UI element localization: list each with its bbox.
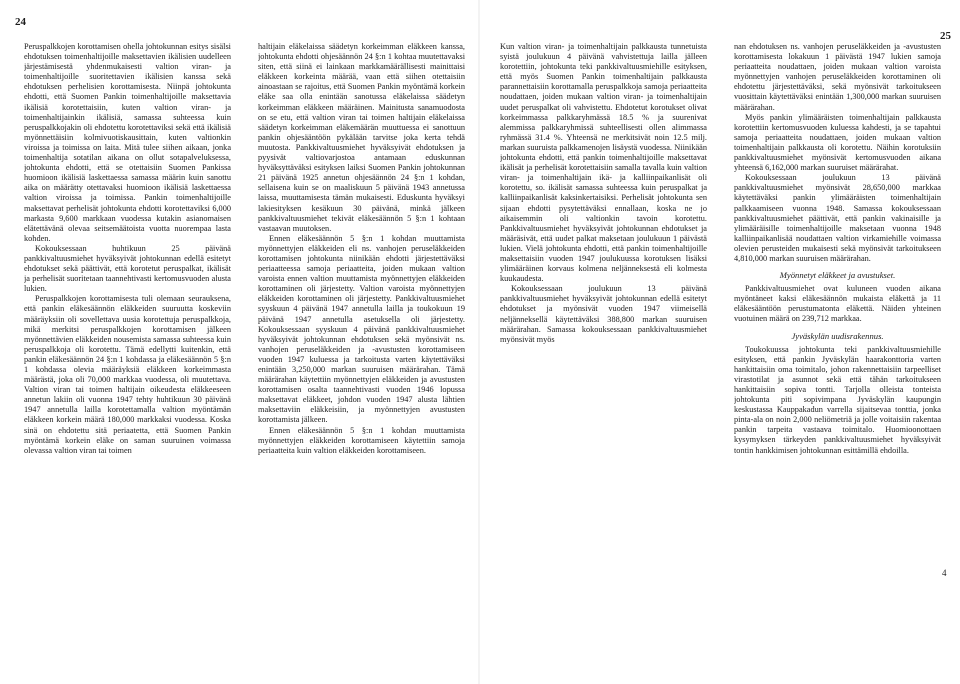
paragraph: Ennen eläkesäännön 5 §:n 1 kohdan muuttamista myönnettyjen eläkkeiden eli ns. vanhojen peruseläkkeiden korottamisen johtokunta niinikään ehdotti järjestettäväksi periaatteessa samoja periaatteita, joiden mukaan valtion varoista ennen valtion muuttamista myönnettyjen eläkkeiden korottaminen oli järjestetty. Valtion varoista myönnettyjen eläkkeiden korottaminen oli järjestetty. Pankkivaltuusmiehet syyskuun 4 päivänä 1947 annetulla lailla ja toukokuun 19 päivänä 1947 annetulla asetuksella oli järjestetty. Kokouksessaan syyskuun 4 päivänä pankkivaltuusmiehet hyväksyivät johtokunnan ehdotuksen sekä myönsivät ns. vanhojen peruseläkkeiden ja -avustusten korottamiseen vuoden 1947 kuluessa ja tarkoitusta varten käytettäväksi enintään 3,250,000 markan suuruisen määrärahan. Tämä määrärahan käytettiin myönnettyjen eläkkeiden ja avustusten korottamisen osalta taannehtivasti vuoden 1946 lopussa maksettavat eläkkeet, johdon vuoden 1947 alusta lähtien maksettaviin eläkkeisiin, ja myönnettyjen avustusten korottamista jälkeen. [258,233,465,425]
paragraph: Peruspalkkojen korottamisen ohella johtokunnan esitys sisälsi ehdotuksen toimenhaltijoille maksettavien ikälisien uudelleen järjestämisestä yhdenmukaisesti valtion viran- ja toimenhaltijoille suoritettavien ikälisien kanssa sekä ehdotuksen perhelisien korottamisesta. Niinpä johtokunta ehdotti, että Suomen Pankin toimenhaltijoille maksettavia ikälisiä korotettaisiin, kuten valtion viran- ja toimenhaltijainkin ikälisiä, samassa suhteessa kuin peruspalkkojakin oli ehdotettu korotettaviksi sekä että ikälisiä myönnettäisiin kolmivuotiskausittain, kuten valtionkin viroissa ja toimissa on laita. Mitä tulee siihen aikaan, jonka toimenhaltija sotatilan aikana on ollut sotapalveluksessa, johtokunta ehdotti, että se otettaisiin Suomen Pankissa huomioon ikälisiä laskettaessa samassa määrin kuin sanottu aika on määrätty otettavaksi huomioon ikälisiä laskettaessa valtion viroissa ja toimissa. Pankin toimenhaltijoille maksettavat perhelisät johtokunta ehdotti korotettaviksi 6,000 markasta 9,600 markkaan vuodessa kutakin asianomaisen elätettävänä olevaa seitsemäätoista vuotta nuorempaa lasta kohden. [24,42,231,243]
section-heading-pensions: Myönnetyt eläkkeet ja avustukset. [779,270,896,281]
right-page-column-2 [734,42,941,682]
right-page-number: 25 [940,30,951,42]
section-heading-jyvaskyla: Jyväskylän uudisrakennus. [791,330,884,341]
book-gutter [478,0,480,684]
paragraph: Kokouksessaan joulukuun 13 päivänä pankkivaltuusmiehet hyväksyivät johtokunnan edellä esitetyt ehdotukset ja myönsivät vuoden 1947 viimeisellä neljänneksellä käytettäväksi 388,800 markan suuruisen määrärahan. Samassa kokouksessaan pankkivaltuusmiehet myönsivät myös [500,284,707,344]
right-page-column-1 [500,42,707,682]
paragraph: Ennen eläkesäännön 5 §:n 1 kohdan muuttamista myönnettyjen eläkkeiden korottamiseen käytettiin samoja periaatteita kuin valtion eläkkeiden korottamiseen. [258,425,465,455]
paragraph: nan ehdotuksen ns. vanhojen peruseläkkeiden ja -avustusten korottamisesta lokakuun 1 päivästä 1947 lukien samoja periaatteita noudattaen, joiden mukaan valtion varoista myönnettyjen vanhojen peruseläkkeiden korottaminen oli ehdotettu järjestettäväksi, sekä myönsivät tarkoitukseen vuosittain käytettäväksi enintään 1,300,000 markan suuruisen määrärahan. [734,42,941,112]
left-page-column-1 [24,42,231,682]
paragraph: Peruspalkkojen korottamisesta tuli olemaan seurauksena, että pankin eläkesäännön eläkkeiden suuruutta koskeviin määräyksiin oli sovellettava uusia korotettuja peruspalkkoja, mikä merkitsi peruspalkkojen korottamisen jälkeen myönnettävien eläkkeiden nousemista samassa suhteessa kuin peruspalkkoja oli korotettu. Tämä edellytti kuitenkin, että pankin eläkesäännön 24 §:n 1 kohdassa ja eläkesäännön 5 §:n 1 kohdassa olevia määräyksiä eläkkeen korkeimmasta määrästä, joka oli 70,000 markkaa vuodessa, oli muutettava. Valtion viran tai toimen haltijain oikeudesta eläkkeeseen annetun lakiin oli vuonna 1947 tehty huhtikuun 30 päivänä 1947 annetulla lailla korotettamalla valtion myöntämän eläkkeen korkein määrä 180,000 markkaksi vuodessa. Koska sinä on ehdotettu sitä periaatetta, että Suomen Pankin myöntämä korkein eläke on saman suuruinen voimassa olevassa valtion viran tai toimen [24,294,231,455]
paragraph: Kokouksessaan huhtikuun 25 päivänä pankkivaltuusmiehet hyväksyivät johtokunnan edellä esitetyt ehdotukset sekä päättivät, että korotetut peruspalkat, ikälisät ja perhelisät suoritetaan taannehtivasti kertomusvuoden alusta lukien. [24,243,231,294]
paragraph: Pankkivaltuusmiehet ovat kuluneen vuoden aikana myöntäneet kaksi eläkesäännön mukaista eläkettä ja 11 eläkesääntöön perustumatonta eläkettä. Näiden yhteinen vuotuinen määrä on 239,712 markkaa. [734,284,941,324]
paragraph: Kokouksessaan joulukuun 13 päivänä pankkivaltuusmiehet myönsivät 28,650,000 markkaa käytettäväksi pankin ylimääräisten toimenhaltijain palkkaamiseen vuonna 1948. Samassa kokouksessaan pankkivaltuusmiehet päättivät, että pankin vakinaisille ja ylimääräisille toimenhaltijoille maksetaan vuonna 1948 kalliinpaikanlisää noudattaen valtion virkamiehille voimassa olevien perusteiden mukaisesti sekä myönsivät tarkoitukseen 4,810,000 markan suuruisen määrärahan. [734,173,941,263]
paragraph: Myös pankin ylimääräisten toimenhaltijain palkkausta korotettiin kertomusvuoden kuluessa kahdesti, ja se tapahtui samoja periaatteita noudattaen, joiden mukaan valtion toimenhaltijain palkkausta oli korotettu. Näihin korotuksiin pankkivaltuusmiehet myönsivät kertomusvuoden aikana yhteensä 6,162,000 markan suuruiset määrärahat. [734,112,941,173]
left-page-column-2 [258,42,465,682]
paragraph: haltijain eläkelaissa säädetyn korkeimman eläkkeen kanssa, johtokunta ehdotti ohjesäännön 24 §:n 1 kohtaa muutettavaksi siten, että siinä ei lainkaan markkamäärällisesti mainittaisi eläkkeen korkeinta määrää, vaan että siihen otettaisiin ainoastaan se rajoitus, että Suomen Pankin myöntämä korkein eläke saa olla enintään sanotussa eläkelaissa säädetyn korkeimman eläkkeen määräinen. Mainitusta sanamuodosta on se etu, että valtion viran tai toimen haltijain eläkelaissa säädetyn korkeimman eläkemäärän muuttuessa ei sanottuun pankin ohjesääntöön pykälään tarvitse joka kerta tehdä muutosta. Pankkivaltuusmiehet hyväksyivät ehdotuksen ja pyysivät valtiovarjostoa antamaan eduskunnan hyväksyttäväksi esityksen laiksi Suomen Pankin johtokunnan 21 päivänä 1925 annetun ohjesäännön 24 §:n 1 kohdan, sellaisena kuin se on maaliskuun 5 päivänä 1943 annetussa laissa, muuttamisesta tämän mukaisesti. Eduskunta hyväksyi lakiesityksen kesäkuun 30 päivänä, minkä jälkeen pankkivaltuusmiehet tekivät eläkesäännön 5 §:n 1 kohtaan vastaavan muutoksen. [258,42,465,233]
left-page-number: 24 [15,16,26,28]
paragraph: Kun valtion viran- ja toimenhaltijain palkkausta tunnetuista syistä joulukuun 4 päivänä vahvistettuja lailla jälleen korotettiin, johtokunta teki pankkivaltuusmiehille esityksen, että myös Suomen Pankin toimenhaltijain palkkausta parannettaisiin korottamalla peruspalkkoja samoja periaatteita noudattaen, joiden mukaan valtion viran- ja toimenhaltijain uudet peruspalkat oli vahvistettu. Ehdotetut korotukset olivat korkeimmassa palkkaryhmässä 18.5 % ja suurenivat alemmissa palkkaryhmissä suhteellisesti ollen alimmassa ryhmässä 31.4 %. Yhteensä ne merkitsivät noin 12.5 milj. markan suuruista palkkamenojen lisäystä vuodessa. Niinikään johtokunta ehdotti, että pankin toimenhaltijoille maksettavat ikälisät ja perhelisät korotettaisiin samalla tavalla kuin valtion viran- ja toimenhaltijain ikä- ja kalliinpaikanlisät oli korotettu, so. ikälisät samassa suhteessa kuin peruspalkat ja kalliinpaikanlisät kaksinkertaisiksi. Perhelisät johtokunta sen sijaan ehdotti pysytettäväksi ennallaan, koska ne jo aikaisemmin oli valtionkin tavoin korotettu. Pankkivaltuusmiehet hyväksyivät johtokunnan ehdotukset ja määräsivät, että uudet palkat maksetaan joulukuun 1 päivästä lukien. Vielä johtokunta ehdotti, että pankin toimenhaltijoille maksettaisiin vuoden 1947 joulukuussa korotuksen lisäksi ylimääräinen korvaus kolmena neljänneksestä eli kolmesta kuukaudesta. [500,42,707,284]
paragraph: Toukokuussa johtokunta teki pankkivaltuusmiehille esityksen, että pankin Jyväskylän haarakonttoria varten hankittaisiin oma toimitalo, johon rakennettaisiin tarpeelliset virastotilat ja asunnot sekä että tähän tarkoitukseen hankittaisiin sopiva tontti. Tarjolla olleista tonteista johtokunta piti sopivimpana Jyväskylän kaupungin keskustassa Kauppakadun varrella sijaitsevaa tonttia, jonka pinta-ala on noin 2,000 neliömetriä ja jolle voitaisiin rakentaa pankin tarpeita vastaava toimitalo. Huomioonottaen kysymyksen tärkeyden pankkivaltuusmiehet hyväksyivät tontin hankkimisen johtokunnan esittämillä ehdoilla. [734,344,941,455]
signature-mark: 4 [942,568,947,578]
